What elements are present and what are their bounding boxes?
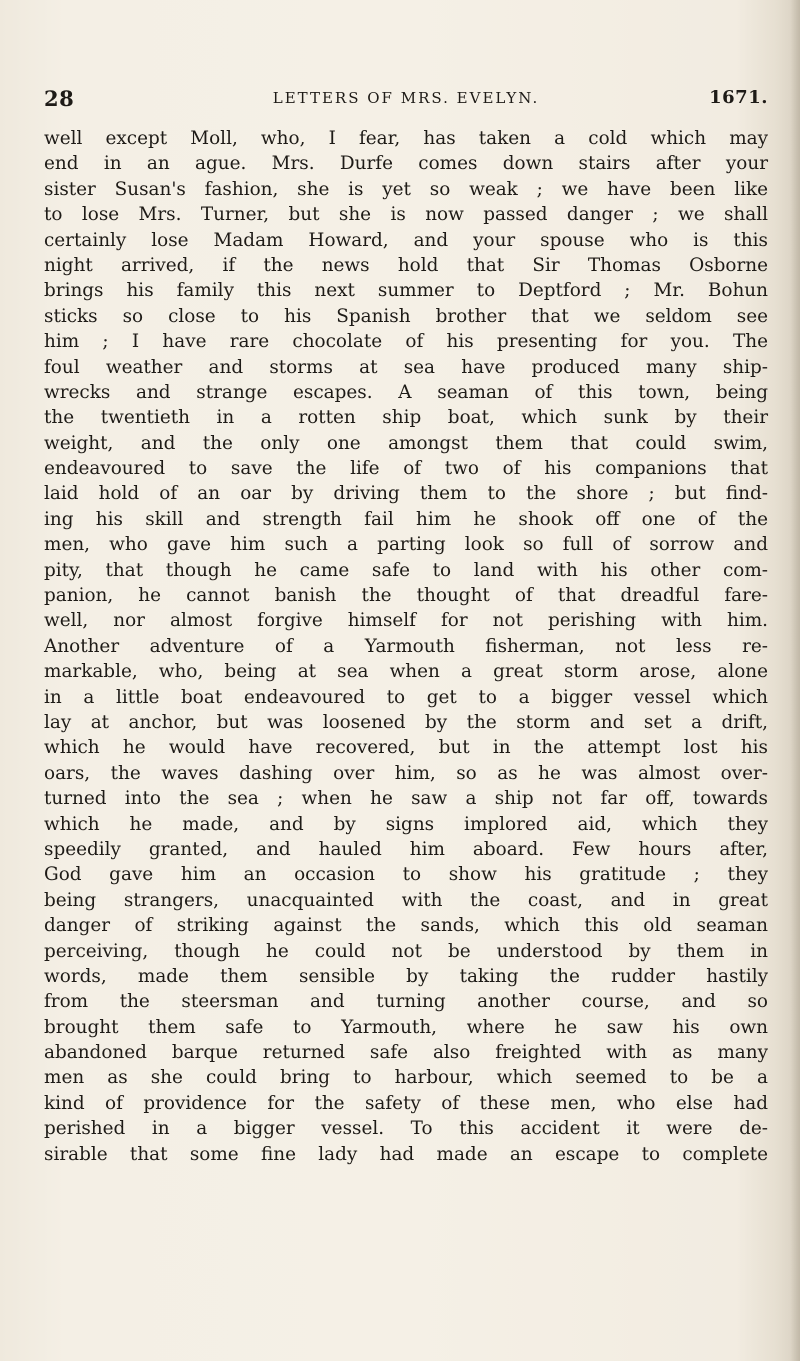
text-line: sirable that some fine lady had made an escape to complete	[44, 1143, 768, 1165]
text-line: certainly lose Madam Howard, and your spouse who is this	[44, 229, 768, 251]
text-line: perished in a bigger vessel. To this accident it were de-	[44, 1118, 768, 1140]
text-line: foul weather and storms at sea have produced many ship-	[44, 356, 768, 378]
text-line: words, made them sensible by taking the rudder hastily	[44, 965, 768, 987]
text-line: men as she could bring to harbour, which seemed to be a	[44, 1067, 768, 1089]
text-line: endeavoured to save the life of two of his companions that	[44, 458, 768, 480]
text-line: laid hold of an oar by driving them to the shore ; but find-	[44, 483, 768, 505]
text-line: kind of providence for the safety of these men, who else had	[44, 1092, 768, 1114]
text-line: lay at anchor, but was loosened by the storm and set a drift,	[44, 711, 768, 733]
page-header	[44, 86, 768, 116]
text-line: brings his family this next summer to Deptford ; Mr. Bohun	[44, 280, 768, 302]
text-line: night arrived, if the news hold that Sir Thomas Osborne	[44, 254, 768, 276]
text-line: ing his skill and strength fail him he shook off one of the	[44, 508, 768, 530]
text-line: sticks so close to his Spanish brother that we seldom see	[44, 305, 768, 327]
text-line: oars, the waves dashing over him, so as he was almost over-	[44, 762, 768, 784]
text-line: speedily granted, and hauled him aboard. Few hours after,	[44, 838, 768, 860]
text-line: perceiving, though he could not be understood by them in	[44, 940, 768, 962]
text-line: wrecks and strange escapes. A seaman of this town, being	[44, 381, 768, 403]
text-line: men, who gave him such a parting look so full of sorrow and	[44, 534, 768, 556]
page-edge-shadow	[790, 0, 800, 1361]
text-line: Another adventure of a Yarmouth fisherman, not less re-	[44, 635, 768, 657]
text-line: danger of striking against the sands, which this old seaman	[44, 915, 768, 937]
text-line: being strangers, unacquainted with the coast, and in great	[44, 889, 768, 911]
text-line: which he made, and by signs implored aid, which they	[44, 813, 768, 835]
text-line: end in an ague. Mrs. Durfe comes down stairs after your	[44, 153, 768, 175]
text-line: from the steersman and turning another course, and so	[44, 991, 768, 1013]
header-year: 1671.	[709, 87, 768, 108]
text-line: panion, he cannot banish the thought of that dreadful fare-	[44, 585, 768, 607]
text-line: to lose Mrs. Turner, but she is now passed danger ; we shall	[44, 204, 768, 226]
text-line: turned into the sea ; when he saw a ship not far off, towards	[44, 788, 768, 810]
text-line: abandoned barque returned safe also freighted with as many	[44, 1042, 768, 1064]
text-line: sister Susan's fashion, she is yet so weak ; we have been like	[44, 178, 768, 200]
text-line: him ; I have rare chocolate of his presenting for you. The	[44, 331, 768, 353]
text-line: God gave him an occasion to show his gratitude ; they	[44, 864, 768, 886]
page-number: 28	[44, 86, 75, 111]
letter-body	[44, 126, 768, 1167]
text-line: brought them safe to Yarmouth, where he saw his own	[44, 1016, 768, 1038]
text-line: the twentieth in a rotten ship boat, which sunk by their	[44, 407, 768, 429]
text-line: pity, that though he came safe to land with his other com-	[44, 559, 768, 581]
text-line: well except Moll, who, I fear, has taken a cold which may	[44, 128, 768, 149]
text-line: markable, who, being at sea when a great storm arose, alone	[44, 661, 768, 683]
running-title: LETTERS OF MRS. EVELYN.	[272, 89, 540, 107]
text-line: weight, and the only one amongst them that could swim,	[44, 432, 768, 454]
text-line: in a little boat endeavoured to get to a bigger vessel which	[44, 686, 768, 708]
text-line: which he would have recovered, but in the attempt lost his	[44, 737, 768, 759]
text-line: well, nor almost forgive himself for not perishing with him.	[44, 610, 768, 632]
